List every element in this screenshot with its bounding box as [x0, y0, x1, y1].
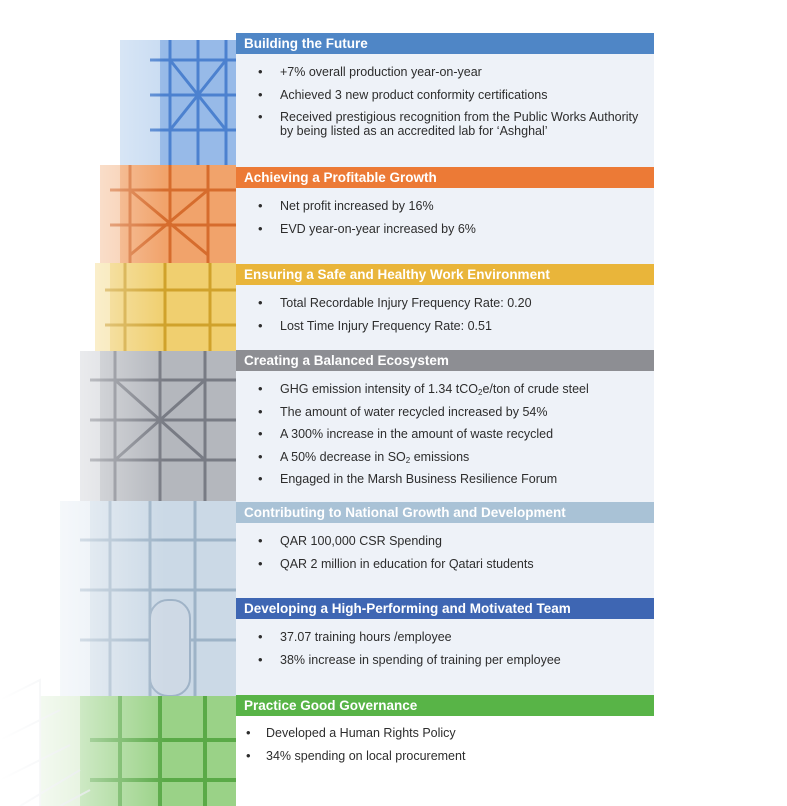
list-item: • Received prestigious recognition from the Public Works Authority by being listed as an accredited lab for ‘Ashghal’ — [254, 110, 646, 138]
section-title-bar: Contributing to National Growth and Development — [236, 502, 654, 523]
section-body — [236, 285, 654, 359]
section-title-bar: Building the Future — [236, 33, 654, 54]
section-profitable-growth — [236, 167, 654, 267]
section-title-bar: Creating a Balanced Ecosystem — [236, 350, 654, 371]
list-item: • A 50% decrease in $SO_2$ emissions — [254, 450, 646, 464]
list-item: • Developed a Human Rights Policy — [244, 726, 646, 740]
section-title-bar: Achieving a Profitable Growth — [236, 167, 654, 188]
list-item: • Engaged in the Marsh Business Resilience Forum — [254, 472, 646, 486]
section-body — [236, 371, 654, 515]
list-item: • A 300% increase in the amount of waste recycled — [254, 427, 646, 441]
list-item: • Net profit increased by 16% — [254, 199, 646, 213]
list-item: • +7% overall production year-on-year — [254, 65, 646, 79]
section-title-bar: Ensuring a Safe and Healthy Work Environment — [236, 264, 654, 285]
section-body — [236, 188, 654, 267]
list-item: • GHG emission intensity of 1.34 tCO$_2$e/ton of crude steel — [254, 382, 646, 396]
section-building-the-future — [236, 33, 654, 188]
section-good-governance — [236, 695, 654, 771]
section-safe-healthy-work — [236, 264, 654, 359]
section-title-bar: Developing a High-Performing and Motivated Team — [236, 598, 654, 619]
list-item: • Lost Time Injury Frequency Rate: 0.51 — [254, 319, 646, 333]
list-item: • 38% increase in spending of training per employee — [254, 653, 646, 667]
list-item: • QAR 100,000 CSR Spending — [254, 534, 646, 548]
list-item: • Achieved 3 new product conformity certifications — [254, 88, 646, 102]
section-title-bar: Practice Good Governance — [236, 695, 654, 716]
list-item: • Total Recordable Injury Frequency Rate: 0.20 — [254, 296, 646, 310]
list-item: • 34% spending on local procurement — [244, 749, 646, 763]
section-balanced-ecosystem — [236, 350, 654, 515]
list-item: • EVD year-on-year increased by 6% — [254, 222, 646, 236]
list-item: • The amount of water recycled increased by 54% — [254, 405, 646, 419]
list-item: • QAR 2 million in education for Qatari students — [254, 557, 646, 571]
section-body — [236, 716, 654, 771]
list-item: • 37.07 training hours /employee — [254, 630, 646, 644]
